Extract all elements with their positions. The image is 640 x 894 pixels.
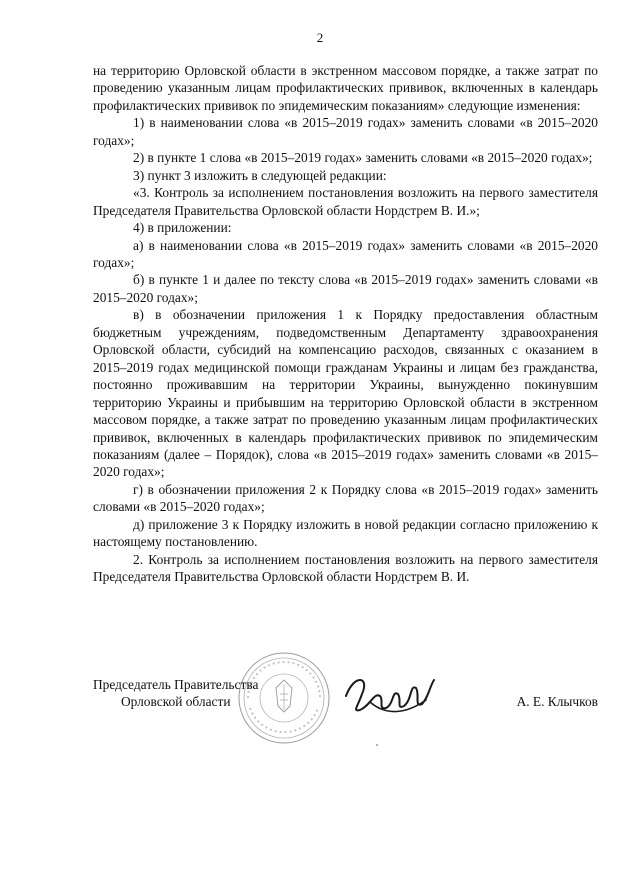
paragraph: 2. Контроль за исполнением постановления возложить на первого заместителя Председателя Правительства Орловской области Нордстрем В. И. xyxy=(93,551,598,585)
paragraph: 3) пункт 3 изложить в следующей редакции: xyxy=(133,167,387,183)
paragraph: в) в обозначении приложения 1 к Порядку предоставления областным бюджетным учреждениям, подведомственным Департаменту здравоохранения Орловской области, субсидий на компенсацию расходов, связанных с оказанием в 2015–2019 годах медицинской помощи гражданам Украины и лицам без гражданства, постоянно проживавшим на территории Украины, вынужденно покинувшим территорию Украины и прибывшим на территорию Орловской области в экстренном массовом порядке, а также затрат по проведению указанным лицам профилактических прививок, включенных в календарь профилактических прививок по эпидемическим показаниям (далее – Порядок), слова «в 2015–2019 годах» заменить словами «в 2015–2020 годах»; xyxy=(93,307,598,480)
signer-title-line: Председатель Правительства xyxy=(93,677,259,692)
paragraph: б) в пункте 1 и далее по тексту слова «в 2015–2019 годах» заменить словами «в 2015–2020 годах»; xyxy=(93,272,598,305)
paragraph: 2) в пункте 1 слова «в 2015–2019 годах» заменить словами «в 2015–2020 годах»; xyxy=(133,150,593,166)
scan-speck xyxy=(376,744,378,746)
paragraph: 4) в приложении: xyxy=(133,220,232,236)
paragraph: д) приложение 3 к Порядку изложить в новой редакции согласно приложению к настоящему постановлению. xyxy=(93,516,598,550)
paragraph: «3. Контроль за исполнением постановления возложить на первого заместителя Председателя Правительства Орловской области Нордстрем В. И.»; xyxy=(93,185,598,218)
paragraph: на территорию Орловской области в экстренном массовом порядке, а также затрат по проведению указанным лицам профилактических прививок, включенных в календарь профилактических прививок по эпидемическим показаниям» следующие изменения: xyxy=(93,63,598,113)
paragraph: 1) в наименовании слова «в 2015–2019 годах» заменить словами «в 2015–2020 годах»; xyxy=(93,115,598,148)
signer-title xyxy=(93,676,258,711)
document-body xyxy=(93,62,598,586)
paragraph: г) в обозначении приложения 2 к Порядку слова «в 2015–2019 годах» заменить словами «в 2015–2020 годах»; xyxy=(93,481,598,515)
signature-block xyxy=(0,650,640,740)
page-number: 2 xyxy=(316,30,324,45)
signer-title-line: Орловской области xyxy=(120,694,231,710)
handwritten-signature-icon xyxy=(340,666,440,726)
signer-name: А. Е. Клычков xyxy=(516,694,598,709)
paragraph: а) в наименовании слова «в 2015–2019 годах» заменить словами «в 2015–2020 годах»; xyxy=(93,237,598,270)
